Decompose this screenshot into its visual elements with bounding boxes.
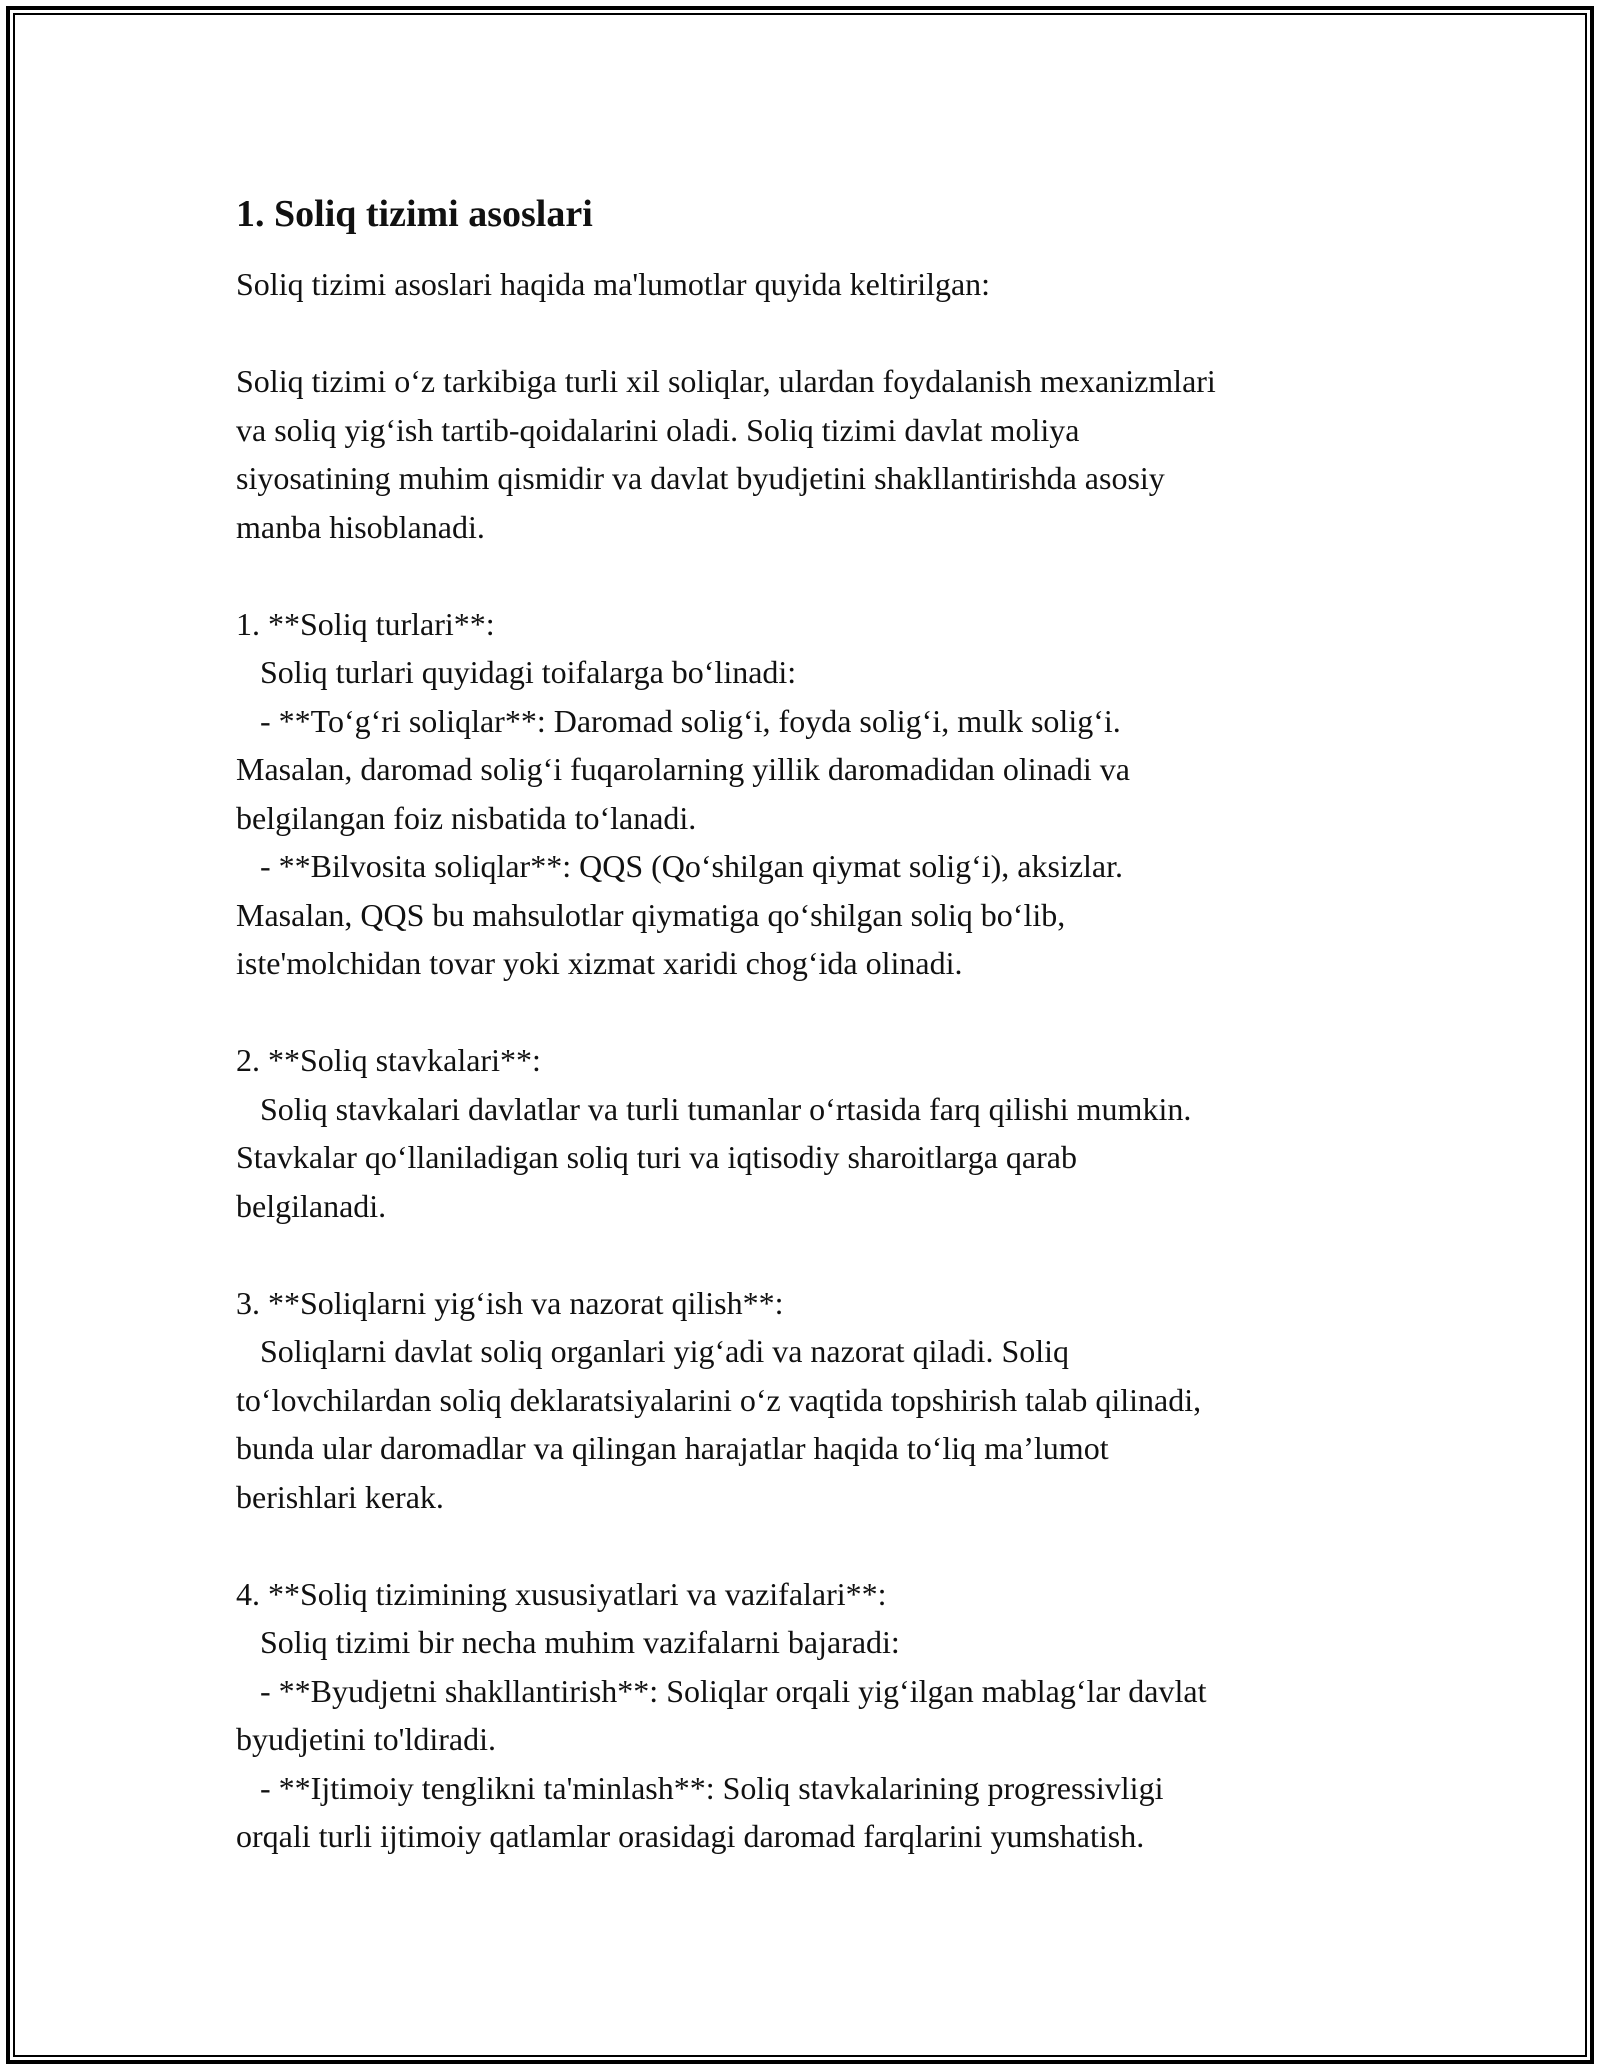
- text-line: - **Bilvosita soliqlar**: QQS (Qo‘shilgan qiymat solig‘i), aksizlar.: [236, 848, 1124, 884]
- text-line: - **Byudjetni shakllantirish**: Soliqlar orqali yig‘ilgan mablag‘lar davlat: [236, 1672, 1207, 1709]
- text-line: Soliq stavkalari davlatlar va turli tumanlar o‘rtasida farq qilishi mumkin.: [236, 1090, 1192, 1127]
- text-line: Soliq tizimi o‘z tarkibiga turli xil soliqlar, ulardan foydalanish mexanizmlari: [236, 363, 1216, 399]
- blank-line: [236, 309, 1376, 358]
- blank-line: [236, 551, 1376, 600]
- text-line: to‘lovchilardan soliq deklaratsiyalarini o‘z vaqtida topshirish talab qilinadi,: [236, 1381, 1202, 1418]
- text-line: Masalan, QQS bu mahsulotlar qiymatiga qo‘shilgan soliq bo‘lib,: [236, 896, 1066, 933]
- text-line: Soliq tizimi bir necha muhim vazifalarni bajaradi:: [236, 1624, 900, 1660]
- text-line: Stavkalar qo‘llaniladigan soliq turi va iqtisodiy sharoitlarga qarab: [236, 1139, 1077, 1175]
- blank-line: [236, 1521, 1376, 1570]
- text-line: manba hisoblanadi.: [236, 508, 485, 545]
- text-line: iste'molchidan tovar yoki xizmat xaridi chog‘ida olinadi.: [236, 945, 963, 981]
- text-line: belgilangan foiz nisbatida to‘lanadi.: [236, 799, 697, 836]
- text-line: orqali turli ijtimoiy qatlamlar orasidagi daromad farqlarini yumshatish.: [236, 1818, 1145, 1854]
- text-line: siyosatining muhim qismidir va davlat byudjetini shakllantirishda asosiy: [236, 460, 1165, 496]
- text-line: Soliq tizimi asoslari haqida ma'lumotlar quyida keltirilgan:: [236, 266, 991, 302]
- document-body: [236, 260, 1376, 1861]
- text-line: bunda ular daromadlar va qilingan harajatlar haqida to‘liq ma’lumot: [236, 1430, 1109, 1466]
- text-line: belgilanadi.: [236, 1187, 387, 1224]
- text-line: - **To‘g‘ri soliqlar**: Daromad solig‘i, foyda solig‘i, mulk solig‘i.: [236, 702, 1121, 739]
- text-line: Soliqlarni davlat soliq organlari yig‘adi va nazorat qiladi. Soliq: [236, 1333, 1070, 1369]
- text-line: - **Ijtimoiy tenglikni ta'minlash**: Soliq stavkalarining progressivligi: [236, 1769, 1164, 1806]
- text-line: byudjetini to'ldiradi.: [236, 1721, 496, 1757]
- text-line: Soliq turlari quyidagi toifalarga bo‘linadi:: [236, 654, 797, 690]
- document-title: 1. Soliq tizimi asoslari: [236, 193, 593, 235]
- text-line: va soliq yig‘ish tartib-qoidalarini oladi. Soliq tizimi davlat moliya: [236, 411, 1080, 448]
- document-content: [236, 188, 1376, 1861]
- blank-line: [236, 988, 1376, 1037]
- text-line: 4. **Soliq tizimining xususiyatlari va vazifalari**:: [236, 1575, 887, 1612]
- text-line: 3. **Soliqlarni yig‘ish va nazorat qilish**:: [236, 1284, 784, 1321]
- blank-line: [236, 1230, 1376, 1279]
- text-line: 1. **Soliq turlari**:: [236, 605, 495, 642]
- text-line: berishlari kerak.: [236, 1478, 444, 1515]
- text-line: Masalan, daromad solig‘i fuqarolarning yillik daromadidan olinadi va: [236, 751, 1130, 787]
- text-line: 2. **Soliq stavkalari**:: [236, 1042, 541, 1078]
